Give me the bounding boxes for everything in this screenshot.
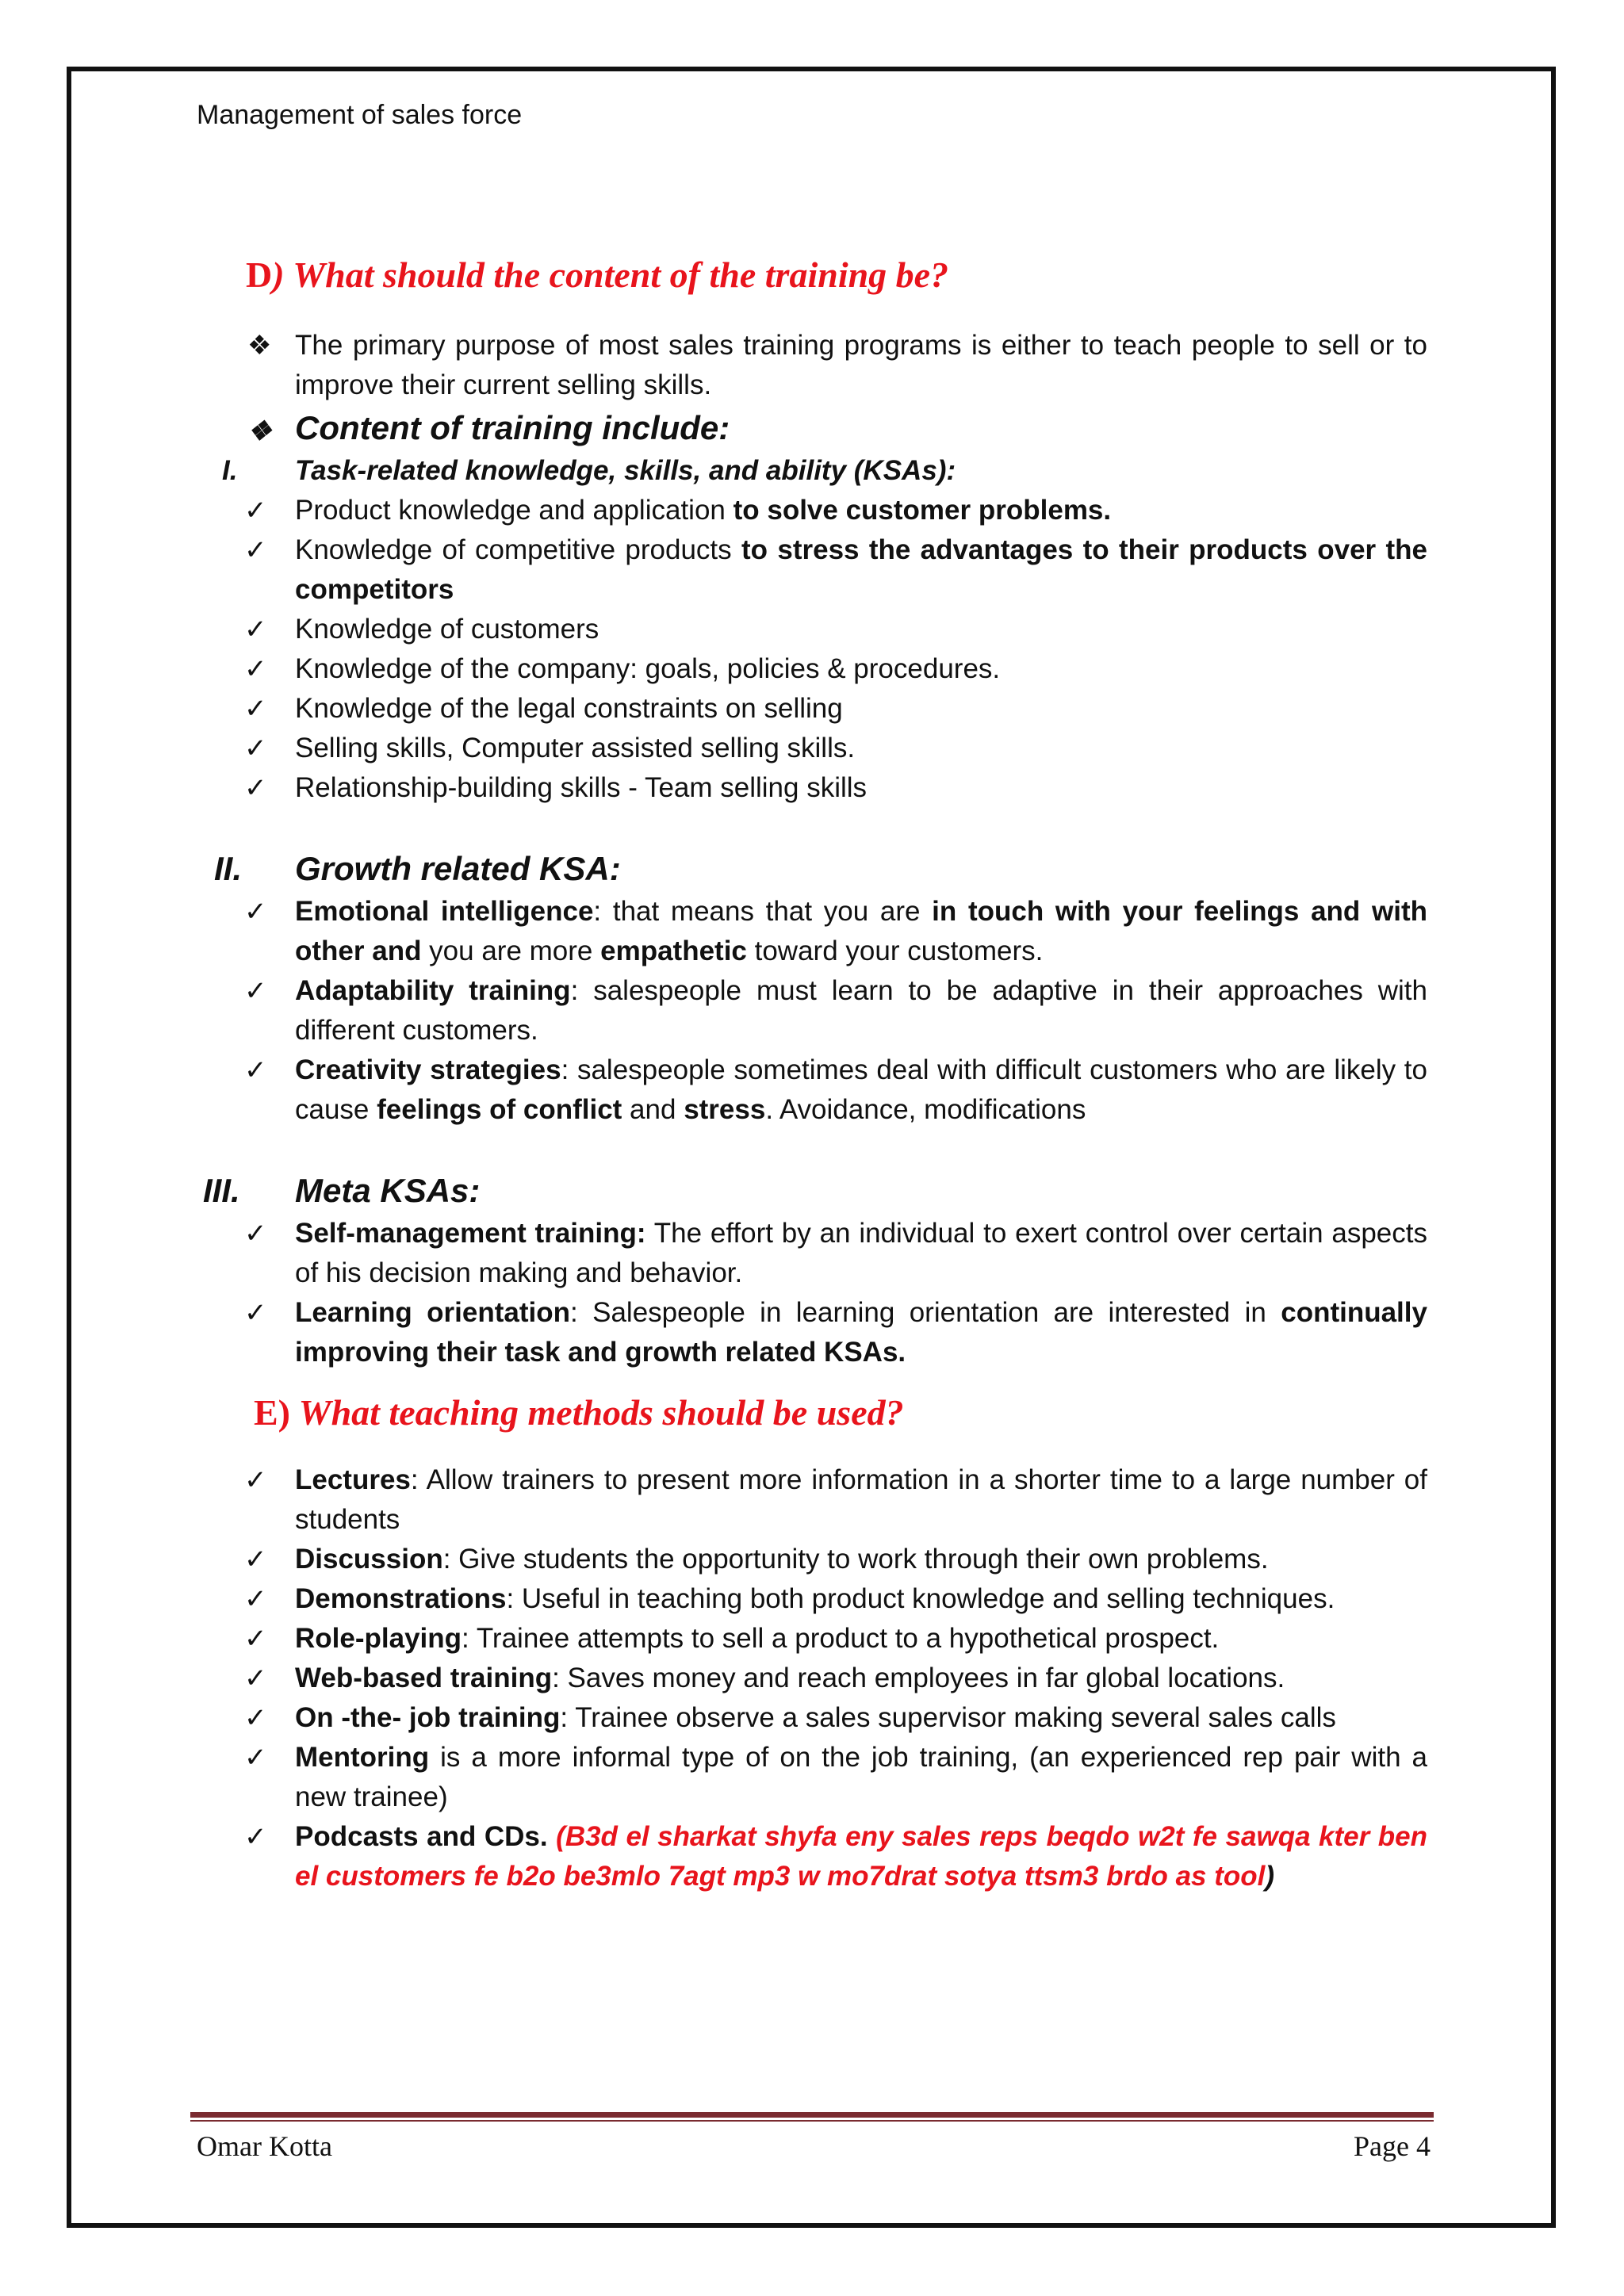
check-icon: ✓ (244, 1743, 267, 1773)
intro-bullet (190, 326, 1427, 405)
part-3-title: Meta KSAs: (295, 1172, 481, 1209)
check-icon: ✓ (244, 773, 267, 803)
content-heading: Content of training include: (295, 409, 730, 446)
list-item: ✓ Relationship-building skills - Team selling skills (190, 768, 1427, 808)
check-icon: ✓ (244, 496, 267, 526)
check-icon: ✓ (244, 976, 267, 1006)
list-item: ✓ Lectures: Allow trainers to present more information in a shorter time to a large number of students (190, 1460, 1427, 1540)
footer-rule-thick (190, 2112, 1434, 2118)
section-e-heading (254, 1391, 1427, 1433)
check-icon: ✓ (244, 1703, 267, 1733)
check-icon: ✓ (244, 535, 267, 565)
list-item: ✓ Web-based training: Saves money and reach employees in far global locations. (190, 1659, 1427, 1698)
check-icon: ✓ (244, 654, 267, 684)
footer-author: Omar Kotta (197, 2130, 332, 2162)
part-3-heading (190, 1168, 1427, 1214)
list-item: ✓ Podcasts and CDs. (B3d el sharkat shyfa eny sales reps beqdo w2t fe sawqa kter ben el customers fe b2o be3mlo 7agt mp3 w mo7drat sotya ttsm3 brdo as tool) (190, 1817, 1427, 1896)
footer-rule-thin (190, 2120, 1434, 2122)
page-content (190, 254, 1427, 1896)
check-icon: ✓ (244, 897, 267, 927)
part-1-number: I. (222, 455, 238, 486)
check-icon: ✓ (244, 1584, 267, 1614)
check-icon: ✓ (244, 1219, 267, 1249)
check-icon: ✓ (244, 1544, 267, 1575)
check-icon: ✓ (244, 733, 267, 763)
list-item: ✓ Emotional intelligence: that means that you are in touch with your feelings and with other and you are more empathetic toward your customers. (190, 892, 1427, 971)
check-icon: ✓ (244, 1298, 267, 1328)
list-item: ✓ Product knowledge and application to solve customer problems. (190, 491, 1427, 530)
section-d-heading (246, 254, 1427, 296)
list-item: ✓ Knowledge of customers (190, 610, 1427, 649)
footer-page-number: Page 4 (1354, 2130, 1431, 2162)
check-icon: ✓ (244, 614, 267, 645)
list-item: ✓ Selling skills, Computer assisted selling skills. (190, 729, 1427, 768)
diamond-bullet-icon: ❖ (247, 416, 272, 446)
check-icon: ✓ (244, 694, 267, 724)
part-3-number: III. (203, 1172, 240, 1209)
check-icon: ✓ (244, 1822, 267, 1852)
section-e-letter: E) (254, 1392, 290, 1433)
list-item: ✓ On -the- job training: Trainee observe a sales supervisor making several sales calls (190, 1698, 1427, 1738)
list-item: ✓ Role-playing: Trainee attempts to sell a product to a hypothetical prospect. (190, 1619, 1427, 1659)
list-item: ✓ Creativity strategies: salespeople sometimes deal with difficult customers who are likely to cause feelings of conflict and stress. Avoidance, modifications (190, 1050, 1427, 1130)
part-2-heading (190, 846, 1427, 892)
section-d-letter: D (246, 254, 273, 295)
list-item: ✓ Discussion: Give students the opportunity to work through their own problems. (190, 1540, 1427, 1579)
list-item: ✓ Demonstrations: Useful in teaching both product knowledge and selling techniques. (190, 1579, 1427, 1619)
check-icon: ✓ (244, 1663, 267, 1693)
part-1-heading (190, 451, 1427, 491)
running-header: Management of sales force (197, 100, 523, 130)
content-heading-bullet (190, 405, 1427, 451)
section-d-title: ) What should the content of the training be? (272, 254, 949, 295)
diamond-bullet-icon: ❖ (247, 331, 272, 361)
list-item: ✓ Learning orientation: Salespeople in learning orientation are interested in continually improving their task and growth related KSAs. (190, 1293, 1427, 1372)
check-icon: ✓ (244, 1055, 267, 1085)
list-item: ✓ Knowledge of the legal constraints on selling (190, 689, 1427, 729)
list-item: ✓ Knowledge of the company: goals, policies & procedures. (190, 649, 1427, 689)
list-item: ✓ Self-management training: The effort by an individual to exert control over certain aspects of his decision making and behavior. (190, 1214, 1427, 1293)
list-item: ✓ Adaptability training: salespeople must learn to be adaptive in their approaches with different customers. (190, 971, 1427, 1050)
check-icon: ✓ (244, 1465, 267, 1495)
list-item: ✓ Knowledge of competitive products to stress the advantages to their products over the competitors (190, 530, 1427, 610)
part-2-number: II. (214, 850, 243, 887)
section-e-title: What teaching methods should be used? (290, 1392, 904, 1433)
list-item: ✓ Mentoring is a more informal type of on the job training, (an experienced rep pair with a new trainee) (190, 1738, 1427, 1817)
check-icon: ✓ (244, 1624, 267, 1654)
intro-text: The primary purpose of most sales training programs is either to teach people to sell or to improve their current selling skills. (295, 330, 1427, 400)
part-2-title: Growth related KSA: (295, 850, 621, 887)
part-1-title: Task-related knowledge, skills, and ability (KSAs): (295, 455, 956, 486)
